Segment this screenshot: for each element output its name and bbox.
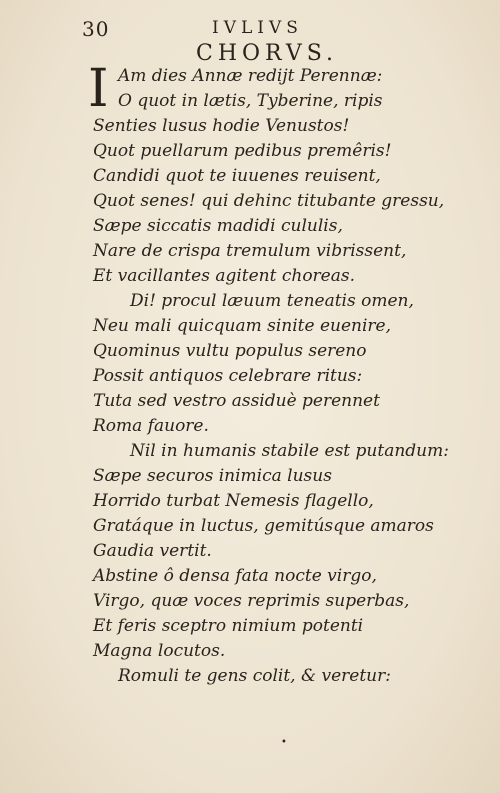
page-ornament: •	[281, 737, 287, 748]
verse-line: Roma fauore.	[93, 416, 209, 436]
verse-line: Et feris sceptro nimium potenti	[93, 616, 364, 636]
verse-line: Sæpe securos inimica lusus	[93, 466, 332, 486]
verse-line: Quominus vultu populus sereno	[93, 341, 367, 361]
verse-line: Tuta sed vestro assiduè perennet	[93, 391, 380, 411]
page-number: 30	[82, 17, 110, 41]
running-head: IVLIVS	[212, 18, 303, 38]
verse-line: Di! procul læuum teneatis omen,	[130, 291, 414, 311]
verse-line: Romuli te gens colit, & veretur:	[118, 666, 391, 686]
verse-line: Virgo, quæ voces reprimis superbas,	[93, 591, 410, 611]
drop-cap: I	[88, 59, 109, 119]
verse-line: Abstine ô densa fata nocte virgo,	[93, 566, 377, 586]
verse-line: O quot in lætis, Tyberine, ripis	[118, 91, 383, 111]
verse-line: Quot puellarum pedibus premêris!	[93, 141, 392, 161]
verse-line: Sæpe siccatis madidi cululis,	[93, 216, 343, 236]
verse-line: Neu mali quicquam sinite euenire,	[93, 316, 391, 336]
verse-line: Nare de crispa tremulum vibrissent,	[93, 241, 407, 261]
verse-line: Horrido turbat Nemesis flagello,	[93, 491, 374, 511]
verse-line: Candidi quot te iuuenes reuisent,	[93, 166, 381, 186]
verse-line: Am dies Annæ redijt Perennæ:	[118, 66, 383, 86]
verse-line: Senties lusus hodie Venustos!	[93, 116, 350, 136]
section-title: CHORVS.	[196, 41, 339, 66]
verse-line: Quot senes! qui dehinc titubante gressu,	[93, 191, 445, 211]
verse-line: Gaudia vertit.	[93, 541, 212, 561]
verse-line: Et vacillantes agitent choreas.	[93, 266, 356, 286]
verse-line: Magna locutos.	[93, 641, 226, 661]
verse-line: Possit antiquos celebrare ritus:	[93, 366, 363, 386]
verse-line: Nil in humanis stabile est putandum:	[130, 441, 449, 461]
verse-line: Gratáque in luctus, gemitúsque amaros	[93, 516, 434, 536]
